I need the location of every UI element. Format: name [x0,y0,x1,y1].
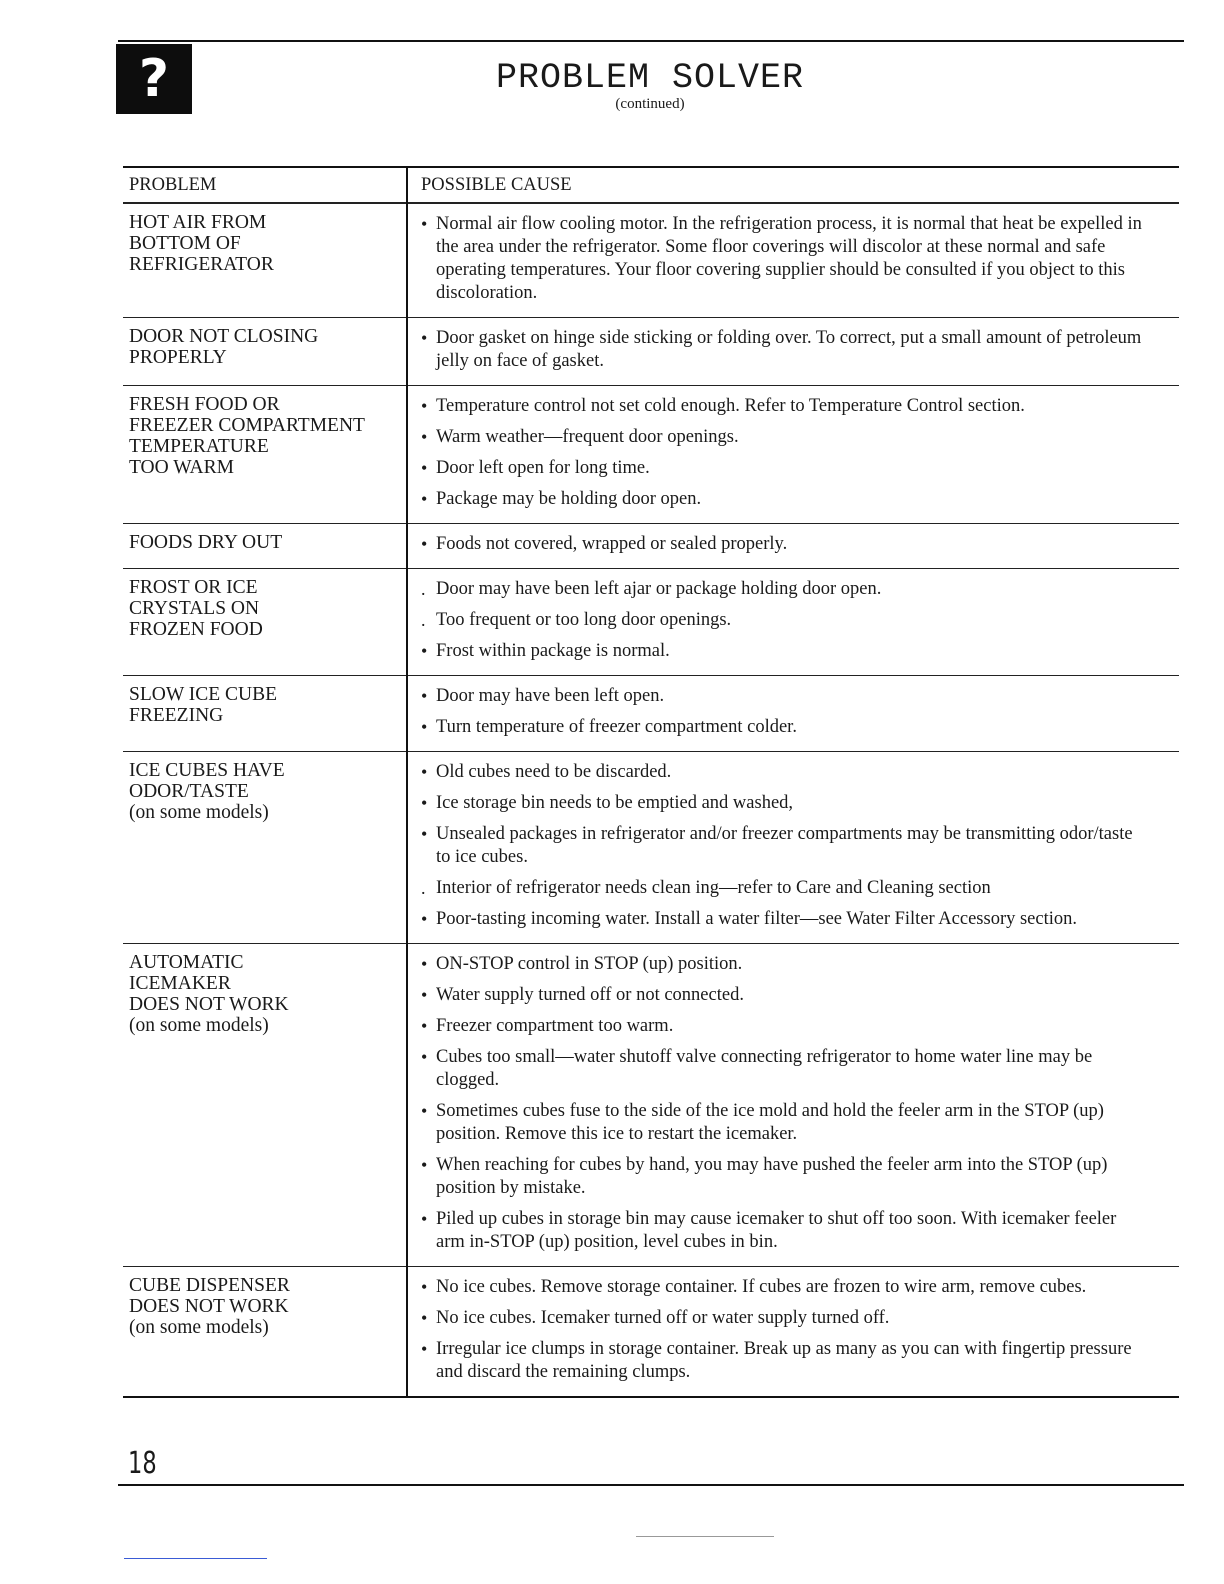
cause-item [421,327,1143,373]
bullet-icon: • [421,1016,428,1036]
cause-item [421,426,1143,449]
question-mark-icon: ? [116,44,192,114]
cause-item [421,1046,1143,1092]
cause-text: Interior of refrigerator needs clean ing—refer to Care and Cleaning section [436,878,991,898]
bullet-icon: • [421,717,428,737]
bullet-icon: • [421,1277,428,1297]
cause-cell [401,386,1179,523]
bullet-icon: • [421,954,428,974]
table-row [123,943,1179,1266]
cause-cell [401,676,1179,751]
table-row [123,317,1179,385]
cause-item [421,213,1143,305]
cause-text: Warm weather—frequent door openings. [436,427,739,447]
cause-text: Door may have been left ajar or package holding door open. [436,579,882,599]
bullet-icon: • [421,427,428,447]
problem-cell: HOT AIR FROM BOTTOM OF REFRIGERATOR [129,212,274,275]
column-header-problem: PROBLEM [129,175,217,195]
bullet-icon: • [421,328,428,348]
page-subtitle: (continued) [615,96,685,112]
cause-cell [401,944,1179,1266]
scan-artifact-line [636,1536,774,1537]
problem-cell: ICE CUBES HAVE ODOR/TASTE (on some models) [129,760,285,823]
problem-cell: FOODS DRY OUT [129,532,283,553]
cause-item [421,877,1143,900]
bullet-icon: • [421,1047,428,1067]
cause-item [421,716,1143,739]
cause-item [421,908,1143,931]
bullet-icon: • [421,1155,428,1175]
cause-text: Poor-tasting incoming water. Install a water filter—see Water Filter Accessory section. [436,909,1078,929]
bullet-icon: • [421,458,428,478]
cause-text: Old cubes need to be discarded. [436,762,672,782]
cause-item [421,984,1143,1007]
cause-text: Temperature control not set cold enough. Refer to Temperature Control section. [436,396,1025,416]
cause-text: Frost within package is normal. [436,641,670,661]
cause-cell [401,569,1179,675]
cause-cell [401,524,1179,568]
bullet-icon: • [421,686,428,706]
cause-text: Piled up cubes in storage bin may cause icemaker to shut off too soon. With icemaker feeler arm in-STOP (up) position, level cubes in bin. [436,1209,1117,1252]
cause-text: Normal air flow cooling motor. In the refrigeration process, it is normal that heat be expelled in the area under the refrigerator. Some floor coverings will discolor at these normal and safe operating temperatures. Your floor covering supplier should be consulted if you object to this discoloration. [436,214,1142,303]
cause-item [421,1015,1143,1038]
problem-cell: DOOR NOT CLOSING PROPERLY [129,326,319,368]
bullet-icon: • [421,1101,428,1121]
bullet-icon: . [421,610,426,630]
top-rule [118,40,1184,42]
cause-text: Unsealed packages in refrigerator and/or freezer compartments may be transmitting odor/taste to ice cubes. [436,824,1133,867]
cause-text: When reaching for cubes by hand, you may have pushed the feeler arm into the STOP (up) position by mistake. [436,1155,1108,1198]
cause-item [421,1338,1143,1384]
cause-item [421,609,1143,632]
bullet-icon: • [421,824,428,844]
bullet-icon: • [421,489,428,509]
cause-text: Too frequent or too long door openings. [436,610,732,630]
cause-text: Turn temperature of freezer compartment colder. [436,717,797,737]
blue-underline [124,1558,267,1559]
cause-item [421,1154,1143,1200]
cause-text: Ice storage bin needs to be emptied and washed, [436,793,794,813]
cause-item [421,761,1143,784]
cause-text: Door gasket on hinge side sticking or folding over. To correct, put a small amount of petroleum jelly on face of gasket. [436,328,1142,371]
cause-item [421,533,1143,556]
page-number: 18 [128,1446,157,1481]
cause-item [421,640,1143,663]
cause-cell [401,1267,1179,1396]
bullet-icon: • [421,641,428,661]
cause-item [421,953,1143,976]
bullet-icon: • [421,909,428,929]
cause-item [421,823,1143,869]
bullet-icon: • [421,985,428,1005]
bullet-icon: • [421,396,428,416]
cause-item [421,1307,1143,1330]
cause-text: Freezer compartment too warm. [436,1016,674,1036]
bullet-icon: • [421,762,428,782]
cause-item [421,1100,1143,1146]
cause-item [421,1208,1143,1254]
bullet-icon: • [421,793,428,813]
bottom-rule [118,1484,1184,1486]
problem-cell: CUBE DISPENSER DOES NOT WORK (on some models) [129,1275,290,1338]
cause-item [421,457,1143,480]
table-row [123,751,1179,943]
cause-text: Package may be holding door open. [436,489,702,509]
problem-solver-table [123,166,1179,1398]
cause-text: Water supply turned off or not connected. [436,985,744,1005]
problem-cell: AUTOMATIC ICEMAKER DOES NOT WORK (on some models) [129,952,289,1036]
cause-text: Door may have been left open. [436,686,665,706]
bullet-icon: . [421,579,426,599]
bullet-icon: . [421,878,426,898]
cause-text: Cubes too small—water shutoff valve connecting refrigerator to home water line may be clogged. [436,1047,1093,1090]
problem-cell: SLOW ICE CUBE FREEZING [129,684,278,726]
table-header-row [123,168,1179,203]
bullet-icon: • [421,214,428,234]
table-row [123,568,1179,675]
bullet-icon: • [421,1339,428,1359]
bullet-icon: • [421,534,428,554]
cause-text: Door left open for long time. [436,458,650,478]
table-row [123,385,1179,523]
cause-item [421,685,1143,708]
cause-cell [401,752,1179,943]
cause-text: Sometimes cubes fuse to the side of the ice mold and hold the feeler arm in the STOP (up) position. Remove this ice to restart the icemaker. [436,1101,1104,1144]
cause-text: Foods not covered, wrapped or sealed properly. [436,534,788,554]
cause-item [421,578,1143,601]
cause-text: No ice cubes. Remove storage container. If cubes are frozen to wire arm, remove cubes. [436,1277,1087,1297]
cause-text: Irregular ice clumps in storage container. Break up as many as you can with fingertip pressure and discard the remaining clumps. [436,1339,1132,1382]
column-header-cause: POSSIBLE CAUSE [421,175,572,195]
cause-item [421,792,1143,815]
bullet-icon: • [421,1308,428,1328]
cause-item [421,488,1143,511]
table-row [123,1266,1179,1396]
table-row [123,203,1179,317]
cause-text: No ice cubes. Icemaker turned off or water supply turned off. [436,1308,890,1328]
cause-cell [401,204,1179,317]
table-row [123,523,1179,568]
problem-cell: FRESH FOOD OR FREEZER COMPARTMENT TEMPERATURE TOO WARM [129,394,365,478]
cause-item [421,1276,1143,1299]
cause-item [421,395,1143,418]
problem-cell: FROST OR ICE CRYSTALS ON FROZEN FOOD [129,577,263,640]
bullet-icon: • [421,1209,428,1229]
cause-text: ON-STOP control in STOP (up) position. [436,954,743,974]
table-row [123,675,1179,751]
page-title: PROBLEM SOLVER [495,58,805,98]
cause-cell [401,318,1179,385]
